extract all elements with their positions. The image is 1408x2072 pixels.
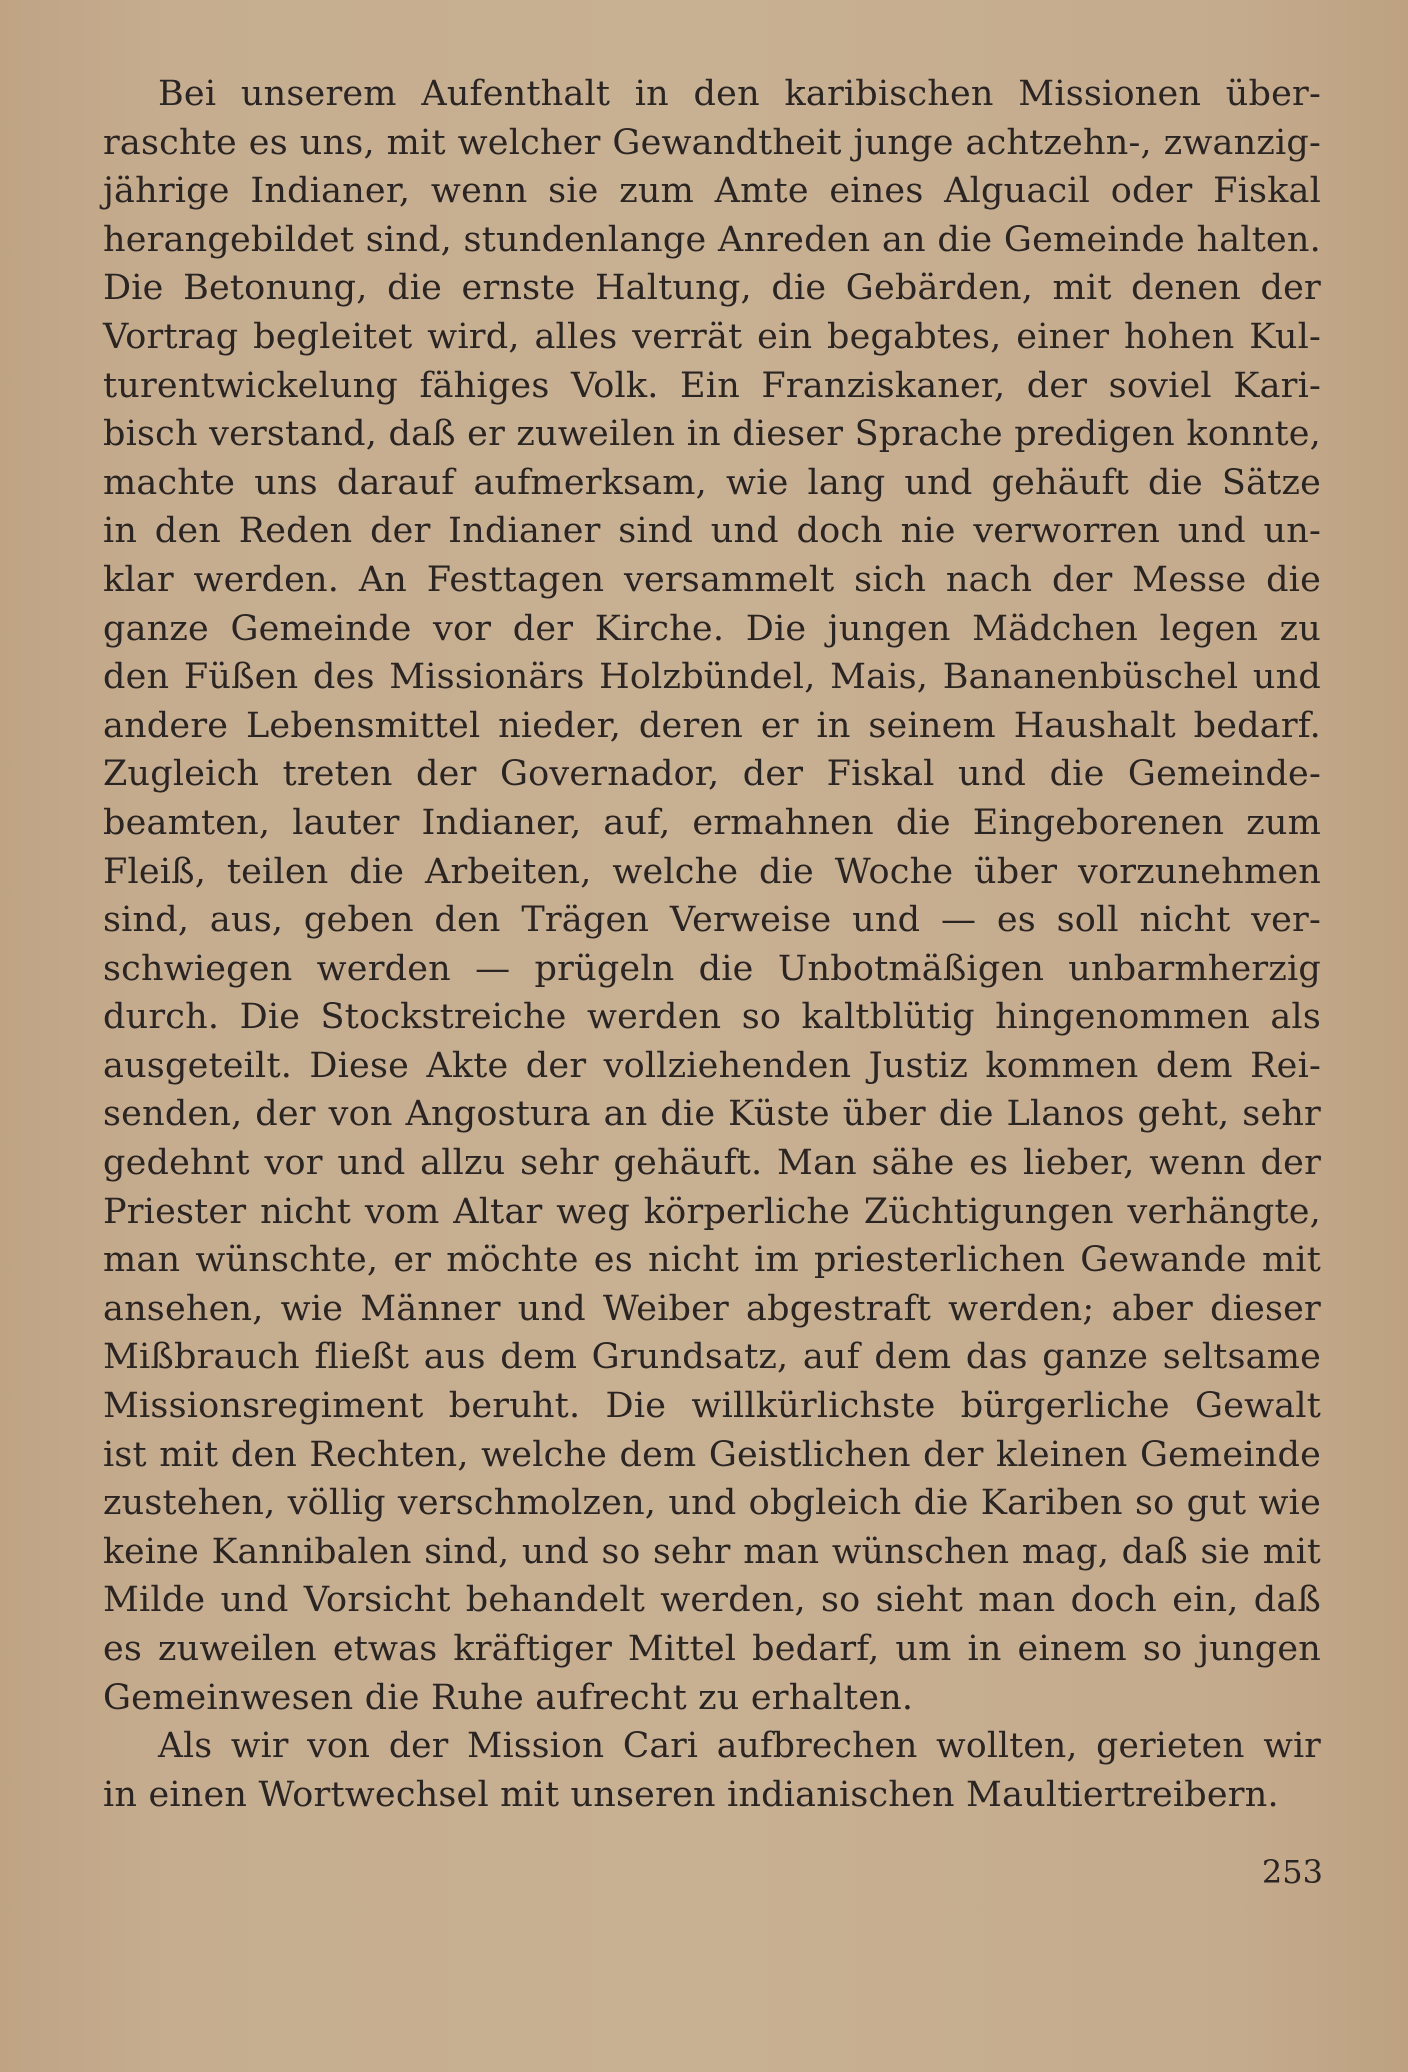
text-line: ganze Gemeinde vor der Kirche. Die jungen Mädchen legen zu — [103, 608, 1321, 649]
text-line: zustehen, völlig verschmolzen, und obgleich die Kariben so gut wie — [103, 1483, 1321, 1524]
text-line: sind, aus, geben den Trägen Verweise und — es soll nicht ver- — [103, 900, 1321, 941]
text-line: beamten, lauter Indianer, auf, ermahnen die Eingeborenen zum — [103, 802, 1321, 843]
text-line: Mißbrauch fließt aus dem Grundsatz, auf dem das ganze seltsame — [103, 1337, 1321, 1378]
text-line: man wünschte, er möchte es nicht im priesterlichen Gewande mit — [103, 1240, 1321, 1281]
text-line: ist mit den Rechten, welche dem Geistlichen der kleinen Gemeinde — [103, 1434, 1321, 1475]
text-line: Die Betonung, die ernste Haltung, die Gebärden, mit denen der — [103, 268, 1321, 309]
text-line: Bei unserem Aufenthalt in den karibischen Missionen über- — [158, 74, 1321, 114]
text-line: bisch verstand, daß er zuweilen in dieser Sprache predigen konnte, — [103, 414, 1321, 455]
text-line: Zugleich treten der Governador, der Fiskal und die Gemeinde- — [103, 754, 1321, 795]
text-line: schwiegen werden — prügeln die Unbotmäßigen unbarmherzig — [103, 948, 1321, 989]
text-line: den Füßen des Missionärs Holzbündel, Mais, Bananenbüschel und — [103, 657, 1321, 698]
text-line: Missionsregiment beruht. Die willkürlichste bürgerliche Gewalt — [103, 1386, 1321, 1427]
text-line: herangebildet sind, stundenlange Anreden an die Gemeinde halten. — [103, 219, 1321, 260]
body-text — [103, 70, 1321, 1819]
text-line: Gemeinwesen die Ruhe aufrecht zu erhalten. — [103, 1677, 914, 1718]
text-line: in den Reden der Indianer sind und doch nie verworren und un- — [103, 511, 1321, 552]
text-line: Als wir von der Mission Cari aufbrechen wollten, gerieten wir — [158, 1726, 1321, 1767]
text-line: machte uns darauf aufmerksam, wie lang und gehäuft die Sätze — [103, 462, 1321, 503]
text-line: Milde und Vorsicht behandelt werden, so sieht man doch ein, daß — [103, 1580, 1321, 1621]
text-line: klar werden. An Festtagen versammelt sich nach der Messe die — [103, 559, 1321, 600]
text-line: turentwickelung fähiges Volk. Ein Franziskaner, der soviel Kari- — [103, 365, 1321, 406]
text-line: Priester nicht vom Altar weg körperliche Züchtigungen verhängte, — [103, 1191, 1321, 1232]
text-line: gedehnt vor und allzu sehr gehäuft. Man sähe es lieber, wenn der — [103, 1143, 1321, 1184]
page-number: 253 — [1261, 1853, 1323, 1891]
text-line: in einen Wortwechsel mit unseren indianischen Maultiertreibern. — [103, 1774, 1279, 1815]
text-line: keine Kannibalen sind, und so sehr man wünschen mag, daß sie mit — [103, 1531, 1321, 1572]
text-line: andere Lebensmittel nieder, deren er in seinem Haushalt bedarf. — [103, 705, 1321, 746]
text-line: raschte es uns, mit welcher Gewandtheit junge achtzehn-, zwanzig- — [103, 122, 1321, 163]
text-line: durch. Die Stockstreiche werden so kaltblütig hingenommen als — [103, 997, 1321, 1038]
text-line: ansehen, wie Männer und Weiber abgestraft werden; aber dieser — [103, 1288, 1321, 1329]
text-line: ausgeteilt. Diese Akte der vollziehenden Justiz kommen dem Rei- — [103, 1045, 1321, 1086]
text-line: jährige Indianer, wenn sie zum Amte eines Alguacil oder Fiskal — [103, 171, 1321, 212]
text-line: es zuweilen etwas kräftiger Mittel bedarf, um in einem so jungen — [103, 1629, 1321, 1669]
text-line: Fleiß, teilen die Arbeiten, welche die Woche über vorzunehmen — [103, 851, 1321, 892]
text-line: senden, der von Angostura an die Küste über die Llanos geht, sehr — [103, 1094, 1321, 1135]
text-line: Vortrag begleitet wird, alles verrät ein begabtes, einer hohen Kul- — [103, 316, 1321, 357]
